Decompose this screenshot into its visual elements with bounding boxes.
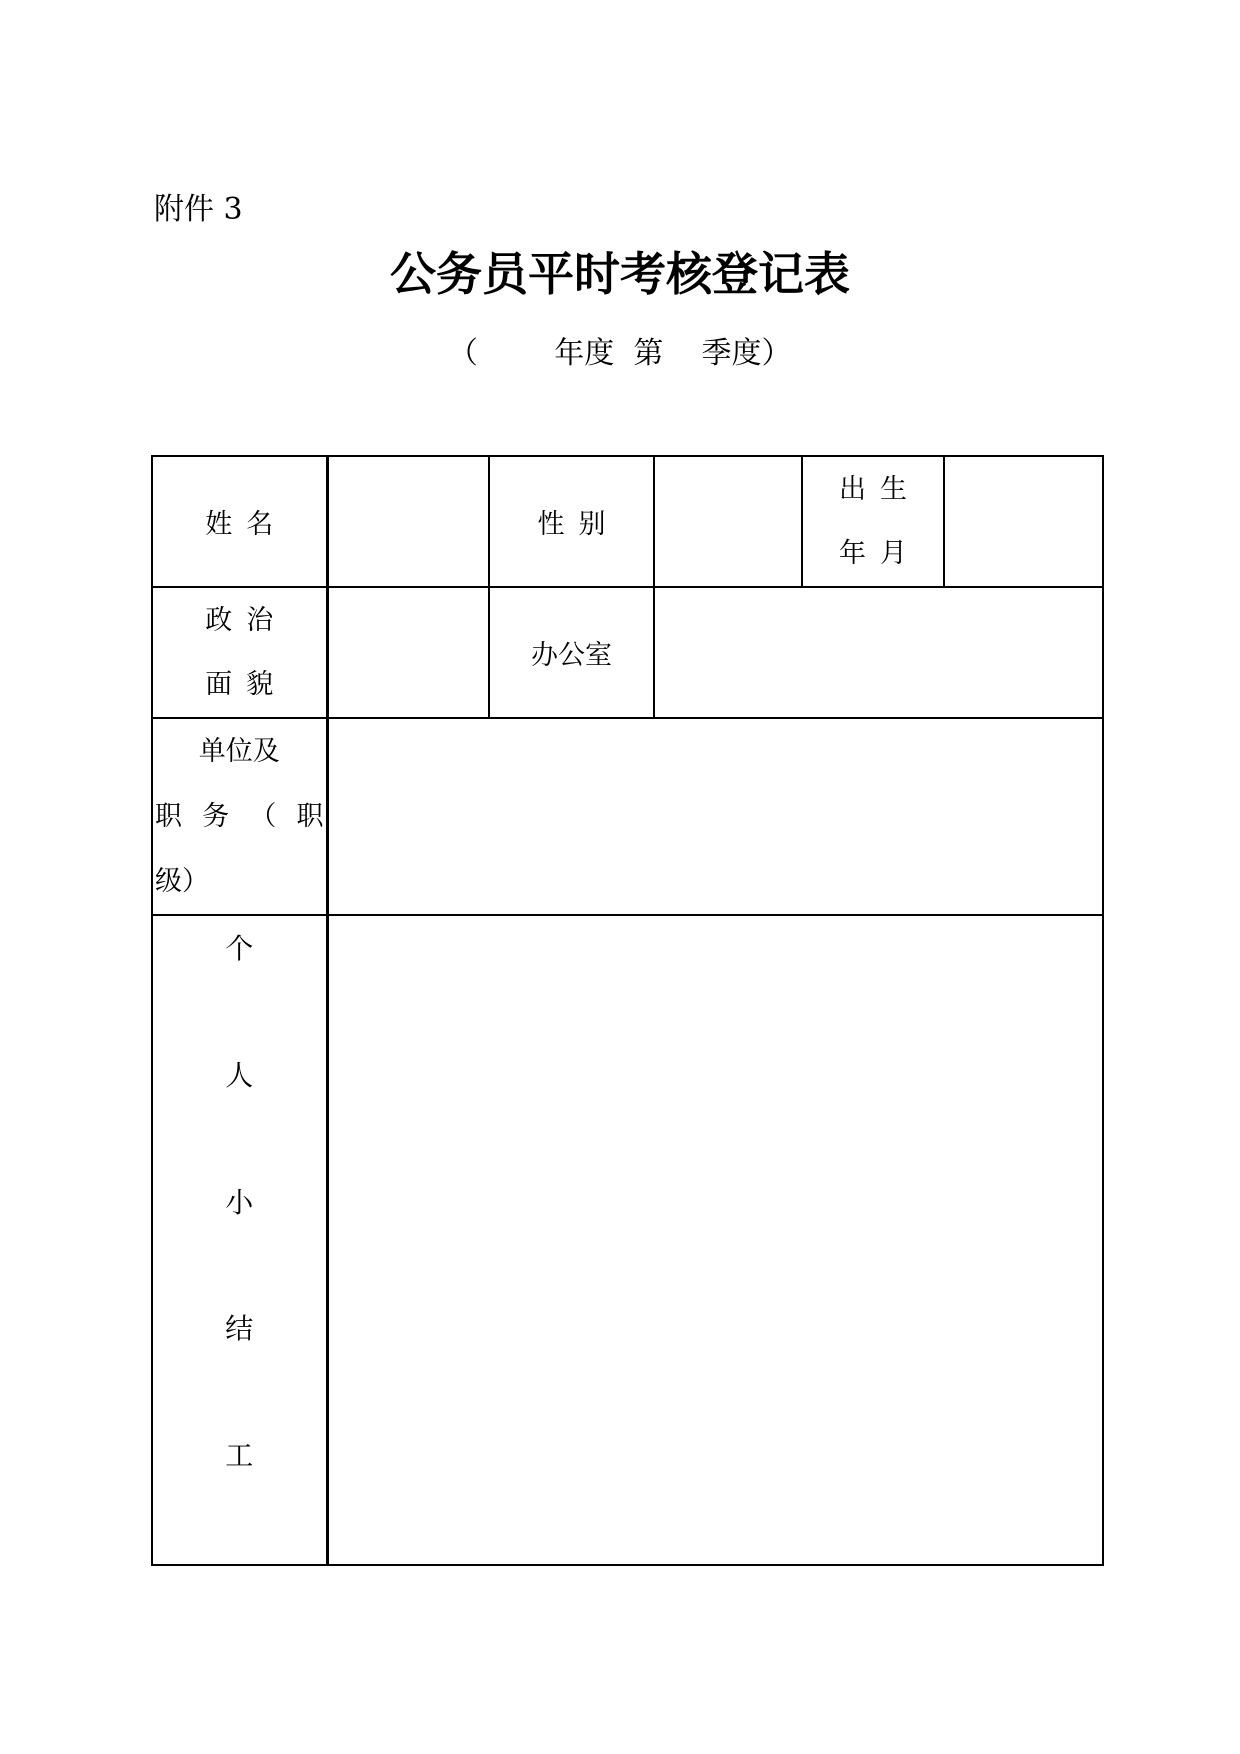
summary-label-char: 人 (225, 1058, 254, 1092)
office-value-cell[interactable] (654, 587, 1103, 718)
page-title: 公务员平时考核登记表 (390, 247, 850, 301)
name-label-cell (152, 456, 327, 587)
form-row-summary (152, 915, 1103, 1565)
unit-label-line2 (153, 784, 326, 849)
period-subtitle: （ 年度 第 季度） (448, 336, 792, 371)
form-row-unit (152, 718, 1103, 915)
political-label-line1: 政治 (205, 604, 288, 636)
summary-value-cell[interactable] (327, 915, 1103, 1565)
gender-label: 性别 (537, 509, 620, 540)
birth-label-line1: 出生 (839, 473, 921, 505)
summary-label-char: 结 (225, 1312, 254, 1346)
political-label-cell (152, 587, 327, 718)
birth-label-line2: 年月 (839, 537, 921, 569)
unit-label-char: 务 (202, 801, 230, 832)
attachment-label: 附件 3 (154, 192, 243, 227)
political-label-line2: 面貌 (205, 668, 288, 700)
birth-label-cell (802, 456, 944, 587)
political-value-cell[interactable] (327, 587, 489, 718)
summary-label-cell (152, 915, 327, 1565)
unit-label-char: 职 (155, 801, 182, 832)
name-label: 姓名 (205, 509, 288, 540)
unit-label-line3: 级） (155, 866, 209, 897)
form-row-basic (152, 456, 1103, 587)
summary-label-char: 小 (225, 1185, 254, 1219)
registration-form-table (151, 455, 1104, 1566)
form-row-political (152, 587, 1103, 718)
summary-label-char: 工 (225, 1439, 254, 1473)
unit-label-char: （ (249, 801, 277, 832)
office-label-cell (489, 587, 654, 718)
gender-value-cell[interactable] (654, 456, 802, 587)
unit-value-cell[interactable] (327, 718, 1103, 915)
unit-label-line1: 单位及 (198, 736, 280, 767)
office-label: 办公室 (531, 640, 612, 671)
unit-label-cell (152, 718, 327, 915)
gender-label-cell (489, 456, 654, 587)
summary-label-char: 个 (225, 932, 254, 965)
name-value-cell[interactable] (327, 456, 489, 587)
birth-value-cell[interactable] (944, 456, 1103, 587)
unit-label-char: 职 (296, 801, 324, 832)
